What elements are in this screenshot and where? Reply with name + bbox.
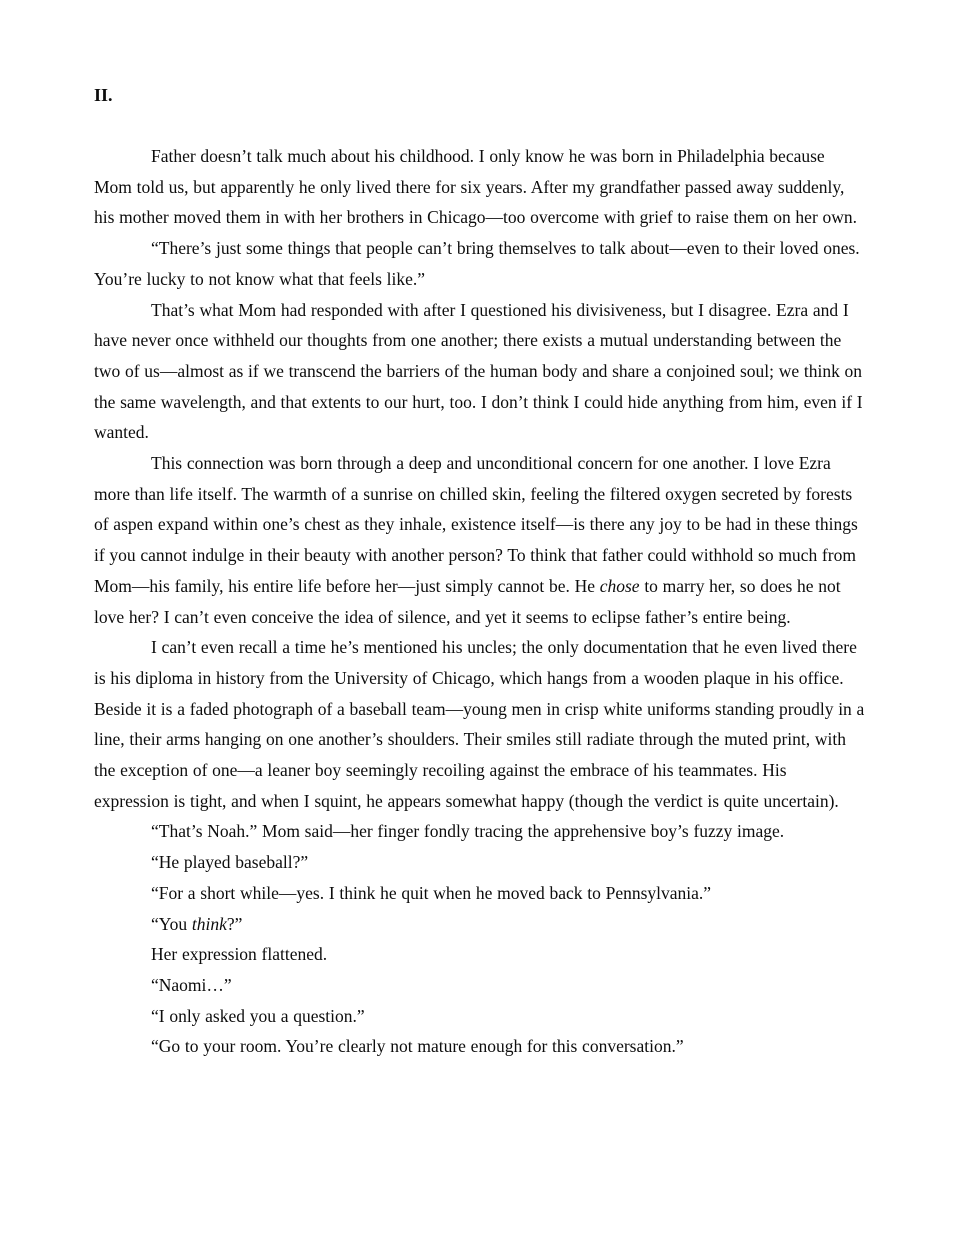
italic-text-run: think xyxy=(191,913,227,934)
paragraph xyxy=(94,816,866,847)
text-run: “I only asked you a question.” xyxy=(151,1005,365,1026)
paragraph xyxy=(94,141,866,233)
text-run: Father doesn’t talk much about his childhood. I only know he was born in Philadelphia because Mom told us, but apparently he only lived there for six years. After my grandfather passed away suddenly, his mother moved them in with her brothers in Chicago—too overcome with grief to raise them on her own. xyxy=(94,146,858,228)
paragraph xyxy=(94,1031,866,1062)
text-run: Her expression flattened. xyxy=(151,944,328,965)
text-run: “He played baseball?” xyxy=(151,852,309,873)
text-run: “You xyxy=(151,913,192,934)
text-run: “There’s just some things that people can’t bring themselves to talk about—even to their loved ones. You’re lucky to not know what that feels like.” xyxy=(94,238,860,289)
text-run: to marry her, so does he not love her? I can’t even conceive the idea of silence, and yet it seems to eclipse father’s entire being. xyxy=(94,575,841,627)
paragraph xyxy=(94,939,866,970)
text-run: “Go to your room. You’re clearly not mature enough for this conversation.” xyxy=(151,1036,684,1057)
paragraph xyxy=(94,233,866,294)
text-run: “For a short while—yes. I think he quit when he moved back to Pennsylvania.” xyxy=(151,882,712,903)
text-run: “Naomi…” xyxy=(151,974,232,995)
paragraph xyxy=(94,448,866,632)
text-run: I can’t even recall a time he’s mentioned his uncles; the only documentation that he even lived there is his diploma in history from the University of Chicago, which hangs from a wooden plaque in his office. Beside it is a faded photograph of a baseball team—young men in crisp white uniforms standing proudly in a line, their arms hanging on one another’s shoulders. Their smiles still radiate through the muted print, with the exception of one—a leaner boy seemingly recoiling against the embrace of his teammates. His expression is tight, and when I squint, he appears somewhat happy (though the verdict is quite uncertain). xyxy=(94,637,865,811)
section-heading: II. xyxy=(94,85,113,105)
paragraph xyxy=(94,909,866,940)
paragraph xyxy=(94,970,866,1001)
paragraph xyxy=(94,295,866,449)
text-run: “That’s Noah.” Mom said—her finger fondly tracing the apprehensive boy’s fuzzy image. xyxy=(151,821,785,842)
paragraph xyxy=(94,632,866,816)
paragraph xyxy=(94,878,866,909)
paragraph xyxy=(94,847,866,878)
italic-text-run: chose xyxy=(599,575,640,596)
document-body xyxy=(94,141,866,1062)
text-run: ?” xyxy=(226,913,243,934)
text-run: This connection was born through a deep and unconditional concern for one another. I love Ezra more than life itself. The warmth of a sunrise on chilled skin, feeling the filtered oxygen secreted by forests of aspen expand within one’s chest as they inhale, existence itself—is there any joy to be had in these things if you cannot indulge in their beauty with another person? To think that father could withhold so much from Mom—his family, his entire life before her—just simply cannot be. He xyxy=(94,453,858,596)
text-run: That’s what Mom had responded with after I questioned his divisiveness, but I disagree. Ezra and I have never once withheld our thoughts from one another; there exists a mutual understanding between the two of us—almost as if we transcend the barriers of the human body and share a conjoined soul; we think on the same wavelength, and that extents to our hurt, too. I don’t think I could hide anything from him, even if I wanted. xyxy=(94,299,863,443)
paragraph xyxy=(94,1001,866,1032)
